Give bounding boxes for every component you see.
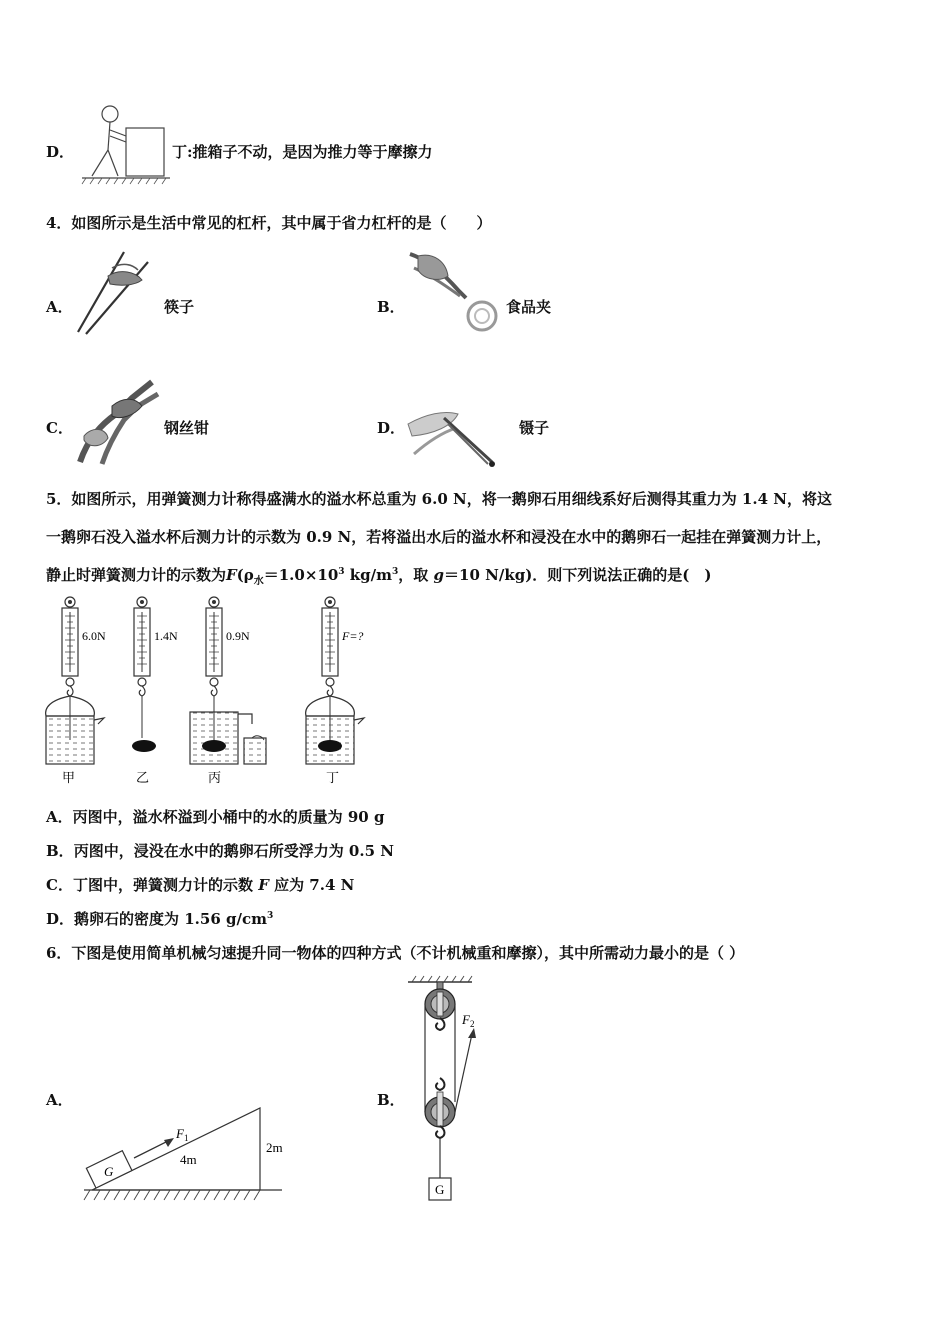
- q4-option-c-label[interactable]: C．: [46, 419, 73, 437]
- scale-jia: [62, 597, 78, 696]
- chopsticks-image: [72, 246, 156, 336]
- q3-option-d-label[interactable]: D．: [46, 143, 75, 161]
- q4-option-d-label[interactable]: D．: [377, 419, 406, 437]
- caption-bing: 丙: [208, 770, 222, 785]
- q5-option-b[interactable]: B．丙图中，浸没在水中的鹅卵石所受浮力为 0.5 N: [46, 842, 394, 860]
- slope-height-label: 2m: [266, 1140, 283, 1155]
- q6-option-b-label[interactable]: B．: [377, 1091, 405, 1109]
- force-f2-label: $F_2$: [462, 1012, 475, 1029]
- tweezers-image: [404, 384, 504, 470]
- pulley-block-figure: [400, 974, 496, 1204]
- q5-option-c[interactable]: C．丁图中，弹簧测力计的示数 F 应为 7.4 N: [46, 876, 355, 894]
- block-g-label-a: G: [104, 1164, 114, 1179]
- reading-yi: 1.4N: [154, 629, 178, 643]
- q6-option-a-label[interactable]: A．: [46, 1091, 73, 1109]
- q3-option-d-text: 丁:推箱子不动，是因为推力等于摩擦力: [172, 143, 433, 161]
- block-g-label-b: G: [435, 1182, 445, 1197]
- q4-option-a-text: 筷子: [164, 298, 195, 316]
- reading-bing: 0.9N: [226, 629, 250, 643]
- q5-stem-line2: 一鹅卵石没入溢水杯后测力计的示数为 0.9 N，若将溢出水后的溢水杯和浸没在水中的鹅卵石一起挂在弹簧测力计上，: [46, 528, 832, 546]
- q4-option-a-label[interactable]: A．: [46, 298, 73, 316]
- reading-ding: F=?: [342, 629, 364, 643]
- wire-pliers-image: [72, 376, 162, 468]
- food-tongs-image: [404, 246, 504, 338]
- q5-option-a[interactable]: A．丙图中，溢水杯溢到小桶中的水的质量为 90 g: [46, 808, 385, 826]
- q5-stem-line1: 5．如图所示，用弹簧测力计称得盛满水的溢水杯总重为 6.0 N，将一鹅卵石用细线系好后测得其重力为 1.4 N，将这: [46, 490, 832, 508]
- q5-stem-line3: 静止时弹簧测力计的示数为$F(\rho_水=1.0\times 10^3$ $kg/m^3$，取 g＝10 N/kg)．则下列说法正确的是( ): [46, 566, 712, 587]
- caption-jia: 甲: [62, 770, 76, 785]
- inclined-plane-figure: [82, 1100, 294, 1206]
- q6-stem: 6．下图是使用简单机械匀速提升同一物体的四种方式（不计机械重和摩擦），其中所需动力最小的是（ ）: [46, 944, 745, 962]
- q4-option-c-text: 钢丝钳: [164, 419, 210, 437]
- q4-stem: 4．如图所示是生活中常见的杠杆，其中属于省力杠杆的是（ ）: [46, 214, 492, 232]
- spring-scale-figure: [40, 590, 380, 788]
- caption-ding: 丁: [326, 770, 340, 785]
- reading-jia: 6.0N: [82, 629, 106, 643]
- pushing-box-figure: [78, 102, 174, 186]
- q4-option-b-label[interactable]: B．: [377, 298, 405, 316]
- q4-option-d-text: 镊子: [519, 419, 550, 437]
- q4-option-b-text: 食品夹: [506, 298, 552, 316]
- q5-option-d[interactable]: D．鹅卵石的密度为 1.56 $g/cm^3$: [46, 910, 274, 928]
- force-f1-label: $F_1$: [176, 1126, 189, 1143]
- caption-yi: 乙: [136, 770, 150, 785]
- scale-ding: [322, 597, 338, 696]
- scale-bing: [206, 597, 222, 696]
- scale-yi: [134, 597, 150, 696]
- slope-length-label: 4m: [180, 1152, 197, 1167]
